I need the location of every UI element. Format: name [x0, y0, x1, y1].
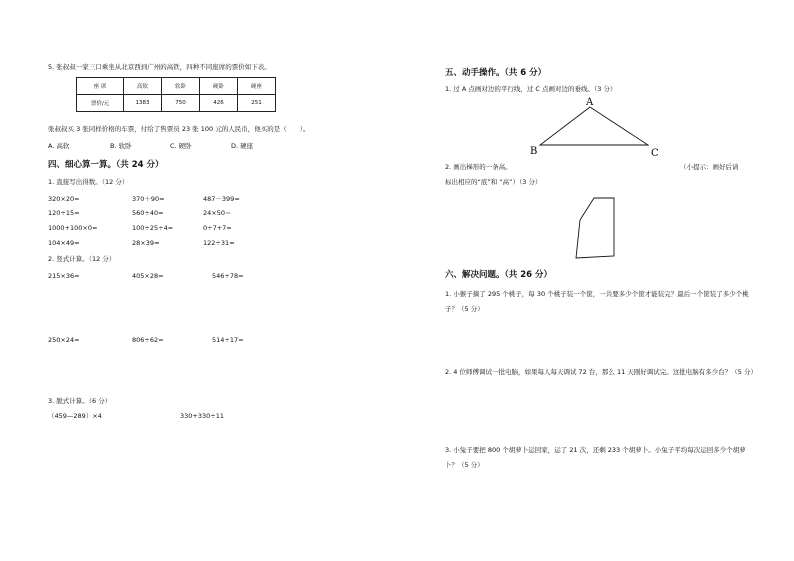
s5-q2-line2: 标出相应的“底”和 “高”）（3 分）	[445, 178, 542, 186]
vertical-calc-item: 546÷78=	[212, 272, 244, 280]
s5-q2-line1: 2. 画出梯形的一条高。	[445, 163, 512, 171]
vertical-calc-item: 215×36=	[48, 272, 80, 280]
q5-option-c: C. 硬卧	[170, 142, 192, 150]
table-cell: 软卧	[162, 78, 200, 95]
triangle-figure	[530, 95, 670, 165]
vertical-calc-item: 250×24=	[48, 336, 80, 344]
table-cell: 高软	[124, 78, 162, 95]
table-row	[77, 95, 276, 112]
section-5-title: 五、动手操作。（共 6 分）	[445, 68, 547, 78]
mental-math-item: 0÷7+7=	[203, 224, 232, 232]
table-cell: 1383	[124, 95, 162, 112]
p3-title: 3. 脱式计算。（6 分）	[48, 397, 112, 405]
table-cell: 硬座	[238, 78, 276, 95]
q5-option-d: D. 硬座	[231, 142, 254, 150]
q5-text: 5. 张叔叔一家三口乘坐从北京西到广州的高铁，四种不同座席的票价如下表。	[48, 63, 271, 71]
table-cell: 票价/元	[77, 95, 124, 112]
q5-option-a: A. 高软	[48, 142, 70, 150]
section-6-title: 六、解决问题。（共 26 分）	[445, 270, 552, 280]
table-cell: 座 席	[77, 78, 124, 95]
vertical-calc-item: 405×28=	[132, 272, 164, 280]
section-4-title: 四、细心算一算。（共 24 分）	[48, 160, 164, 170]
trapezoid-figure	[574, 196, 624, 261]
mental-math-item: 104×49≈	[48, 239, 80, 247]
table-row	[77, 78, 276, 95]
table-cell: 426	[200, 95, 238, 112]
vertical-calc-item: 806÷62=	[132, 336, 164, 344]
mental-math-item: 100÷25÷4=	[132, 224, 174, 232]
p1-title: 1. 直接写出得数。（12 分）	[48, 178, 129, 186]
mental-math-item: 487－399=	[203, 195, 240, 203]
p2-title: 2. 竖式计算。（12 分）	[48, 255, 116, 263]
q5-question: 张叔叔买 3 张同样价格的车票，付给了售票员 23 张 100 元的人民币，他买的是（ ）。	[48, 125, 310, 133]
s5-q1: 1. 过 A 点画对边的平行线，过 C 点画对边的垂线。（3 分）	[445, 85, 617, 93]
mental-math-item: 24×50＝	[203, 209, 232, 217]
triangle-abc	[540, 107, 648, 145]
step-calc-item: （459—289）×4	[48, 412, 102, 420]
mental-math-item: 320×20=	[48, 195, 80, 203]
mental-math-item: 560÷40=	[132, 209, 164, 217]
table-cell: 750	[162, 95, 200, 112]
mental-math-item: 122÷31≈	[203, 239, 235, 247]
s5-q2-hint: （小提示：画好后请	[680, 163, 739, 171]
vertex-label-b: B	[530, 146, 538, 157]
price-table	[76, 77, 276, 112]
q5-option-b: B. 软卧	[110, 142, 132, 150]
vertical-calc-item: 514÷17=	[212, 336, 244, 344]
s6-q3: 3. 小兔子要把 800 个胡萝卜运回家，运了 21 次，还剩 233 个胡萝卜。小兔子平均每次运回多少个胡萝卜？（5 分）	[445, 446, 746, 469]
mental-math-item: 1000+100×0=	[48, 224, 98, 232]
vertex-label-a: A	[586, 97, 594, 108]
s6-q1: 1. 小猴子摘了 295 个桃子，每 30 个桃子装一个筐，一共要多少个筐才能装完？最后一个筐装了多少个桃子？（5 分）	[445, 290, 749, 313]
vertex-label-c: C	[651, 148, 659, 159]
mental-math-item: 120÷15=	[48, 209, 80, 217]
mental-math-item: 28×39≈	[132, 239, 160, 247]
step-calc-item: 330+330÷11	[180, 412, 224, 420]
mental-math-item: 370＋90=	[132, 195, 165, 203]
trapezoid	[576, 198, 614, 258]
table-cell: 251	[238, 95, 276, 112]
table-cell: 硬卧	[200, 78, 238, 95]
s6-q2: 2. 4 位师傅调试一批电脑，如果每人每天调试 72 台，那么 11 天刚好调试完。这批电脑有多少台？（5 分）	[445, 368, 757, 376]
